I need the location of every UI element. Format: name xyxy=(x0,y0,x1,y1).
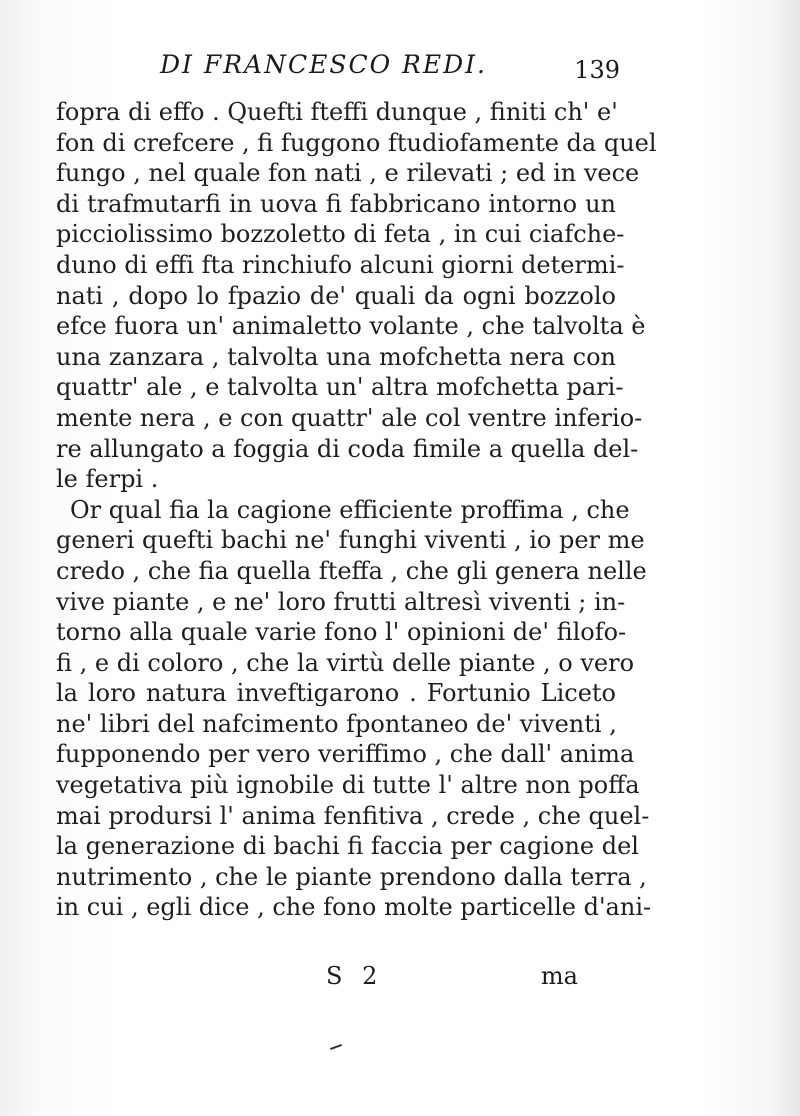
page-footer xyxy=(56,962,616,998)
text-line: vegetativa più ignobile di tutte l' altre non poffa xyxy=(56,771,640,800)
paragraph-end-line: le ferpi . xyxy=(56,465,159,494)
text-line: duno di effi fta rinchiufo alcuni giorni determi- xyxy=(56,250,625,279)
page-header xyxy=(60,44,620,84)
paragraph-start-line: Or qual fia la cagione efficiente proffima , che xyxy=(70,495,630,524)
text-line: fon di crefcere , fi fuggono ftudiofamente da quel xyxy=(56,128,657,157)
text-line: credo , che fia quella fteffa , che gli genera nelle xyxy=(56,556,647,585)
text-line: vive piante , e ne' loro frutti altresì viventi ; in- xyxy=(56,587,626,616)
text-line: mente nera , e con quattr' ale col ventre inferio- xyxy=(56,403,643,432)
catchword: ma xyxy=(540,962,578,990)
text-line: in cui , egli dice , che fono molte particelle d'ani- xyxy=(56,893,652,922)
text-line: generi quefti bachi ne' funghi viventi , io per me xyxy=(56,526,645,555)
text-line: la loro natura inveftigarono . Fortunio Liceto xyxy=(56,679,616,708)
text-line: picciolissimo bozzoletto di feta , in cui ciafche- xyxy=(56,220,625,249)
signature-mark: S 2 xyxy=(326,962,384,990)
running-title: DI FRANCESCO REDI. xyxy=(160,50,487,79)
text-line: nutrimento , che le piante prendono dalla terra , xyxy=(56,862,647,891)
text-line: di trafmutarfi in uova fi fabbricano intorno un xyxy=(56,189,616,218)
page-number: 139 xyxy=(574,56,620,84)
text-line: una zanzara , talvolta una mofchetta nera con xyxy=(56,342,616,371)
text-line: la generazione di bachi fi faccia per cagione del xyxy=(56,832,639,861)
text-line: fupponendo per vero veriffimo , che dall' anima xyxy=(56,740,635,769)
text-line: efce fuora un' animaletto volante , che talvolta è xyxy=(56,312,646,341)
text-line: torno alla quale varie fono l' opinioni de' filofo- xyxy=(56,618,627,647)
text-line: mai prodursi l' anima fenfitiva , crede , che quel- xyxy=(56,801,650,830)
text-line: nati , dopo lo fpazio de' quali da ogni bozzolo xyxy=(56,281,616,310)
text-line: fopra di effo . Quefti fteffi dunque , finiti ch' e' xyxy=(56,98,618,126)
text-line: re allungato a foggia di coda fimile a quella del- xyxy=(56,434,639,463)
text-line: fi , e di coloro , che la virtù delle piante , o vero xyxy=(56,648,635,677)
text-line: ne' libri del nafcimento fpontaneo de' viventi , xyxy=(56,709,617,738)
ink-mark xyxy=(330,1044,342,1050)
body-text xyxy=(56,97,657,923)
text-line: fungo , nel quale fon nati , e rilevati ; ed in vece xyxy=(56,159,640,188)
text-line: quattr' ale , e talvolta un' altra mofchetta pari- xyxy=(56,373,624,402)
